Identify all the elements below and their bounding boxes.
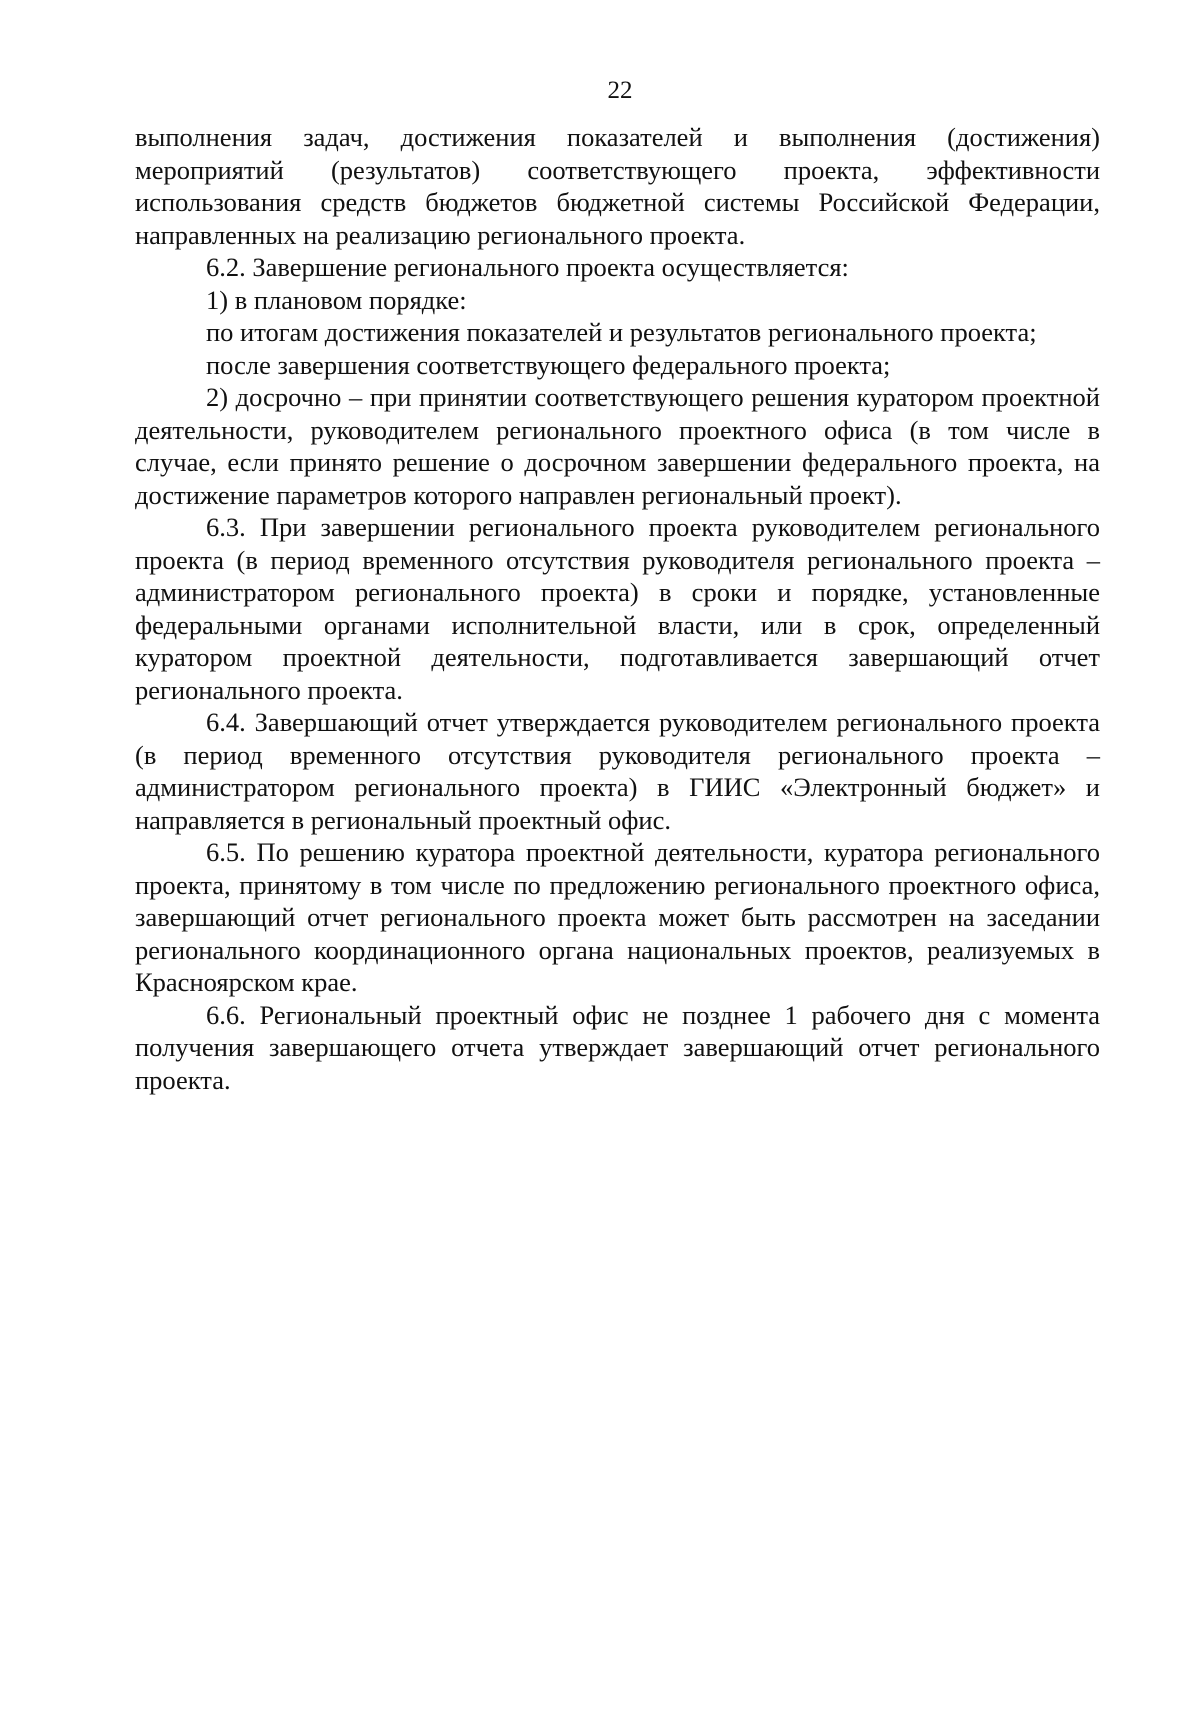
paragraph-6-2-item-1: 1) в плановом порядке: xyxy=(206,284,467,315)
page-number: 22 xyxy=(607,77,633,104)
paragraph-6-6: 6.6. Региональный проектный офис не позднее 1 рабочего дня с момента получения завершающего отчета утверждает завершающий отчет регионального проекта. xyxy=(135,999,1100,1095)
paragraph-6-3: 6.3. При завершении регионального проекта руководителем регионального проекта (в период временного отсутствия руководителя регионального проекта – администратором регионального проекта) в сроки и порядке, установленные федеральными органами исполнительной власти, или в срок, определенный куратором проектной деятельности, подготавливается завершающий отчет регионального проекта. xyxy=(135,512,1100,705)
document-body xyxy=(135,121,1100,1096)
paragraph-6-5: 6.5. По решению куратора проектной деятельности, куратора регионального проекта, принятому в том числе по предложению регионального проектного офиса, завершающий отчет регионального проекта может быть рассмотрен на заседании регионального координационного органа национальных проектов, реализуемых в Красноярском крае. xyxy=(135,837,1100,997)
paragraph-6-4: 6.4. Завершающий отчет утверждается руководителем регионального проекта (в период временного отсутствия руководителя регионального проекта – администратором регионального проекта) в ГИИС «Электронный бюджет» и направляется в региональный проектный офис. xyxy=(135,707,1100,835)
paragraph-6-2-item-2: 2) досрочно – при принятии соответствующего решения куратором проектной деятельности, руководителем регионального проектного офиса (в том числе в случае, если принято решение о досрочном завершении федерального проекта, на достижение параметров которого направлен региональный проект). xyxy=(135,382,1100,510)
paragraph-continuation: выполнения задач, достижения показателей и выполнения (достижения) мероприятий (результатов) соответствующего проекта, эффективности использования средств бюджетов бюджетной системы Российской Федерации, направленных на реализацию регионального проекта. xyxy=(135,122,1100,250)
paragraph-6-2-item-1b: после завершения соответствующего федерального проекта; xyxy=(206,349,891,380)
paragraph-6-2-item-1a: по итогам достижения показателей и результатов регионального проекта; xyxy=(206,317,1037,347)
paragraph-6-2: 6.2. Завершение регионального проекта осуществляется: xyxy=(206,252,849,282)
